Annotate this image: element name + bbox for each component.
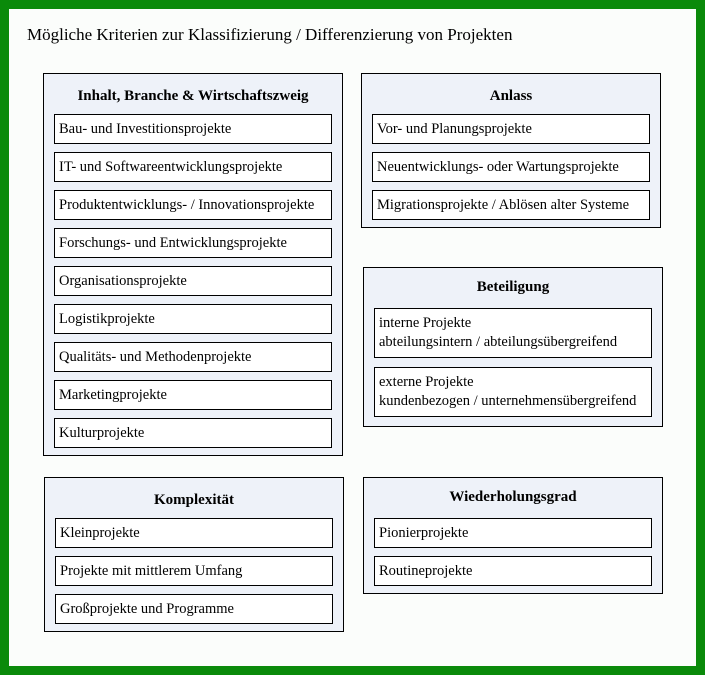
group-beteiligung <box>363 267 663 427</box>
criterion-item <box>54 304 332 334</box>
criterion-item <box>372 114 650 144</box>
criterion-item <box>374 308 652 358</box>
criterion-label: Marketingprojekte <box>59 386 167 403</box>
criterion-label: Kulturprojekte <box>59 424 145 441</box>
criterion-item <box>55 518 333 548</box>
criterion-label: Organisationsprojekte <box>59 272 187 289</box>
group-title: Beteiligung <box>476 279 550 295</box>
criterion-label: IT- und Softwareentwicklungsprojekte <box>59 158 283 175</box>
group-wiederholungsgrad <box>363 477 663 594</box>
criterion-label: Neuentwicklungs- oder Wartungsprojekte <box>377 158 619 175</box>
criterion-label: Bau- und Investitionsprojekte <box>59 120 232 137</box>
criterion-label: Großprojekte und Programme <box>60 600 234 617</box>
criterion-label: Produktentwicklungs- / Innovationsprojekte <box>59 196 315 213</box>
criterion-item <box>54 190 332 220</box>
criterion-label: Routineprojekte <box>379 562 473 579</box>
group-title: Wiederholungsgrad <box>449 489 577 505</box>
criterion-label: interne Projekte <box>379 315 472 331</box>
criterion-item <box>54 152 332 182</box>
criterion-label: Kleinprojekte <box>60 524 140 541</box>
criterion-label: abteilungsintern / abteilungsübergreifend <box>379 334 618 350</box>
criterion-item <box>54 380 332 410</box>
diagram-title: Mögliche Kriterien zur Klassifizierung / Differenzierung von Projekten <box>27 25 513 44</box>
criterion-item <box>372 190 650 220</box>
criterion-item <box>374 518 652 548</box>
criterion-label: Forschungs- und Entwicklungsprojekte <box>59 234 287 251</box>
criterion-item <box>374 556 652 586</box>
group-title: Anlass <box>489 88 533 104</box>
group-title: Komplexität <box>154 492 234 508</box>
criterion-label: kundenbezogen / unternehmensübergreifend <box>379 393 637 409</box>
criterion-item <box>54 266 332 296</box>
criterion-label: Migrationsprojekte / Ablösen alter Systeme <box>377 196 630 213</box>
criterion-item <box>54 228 332 258</box>
criterion-item <box>54 342 332 372</box>
criterion-label: externe Projekte <box>379 374 474 390</box>
criterion-item <box>54 418 332 448</box>
group-komplexitaet <box>44 477 344 632</box>
criterion-item <box>374 367 652 417</box>
criterion-item <box>54 114 332 144</box>
group-title: Inhalt, Branche & Wirtschaftszweig <box>77 88 309 104</box>
group-anlass <box>361 73 661 228</box>
criterion-label: Vor- und Planungsprojekte <box>377 120 532 137</box>
criterion-label: Projekte mit mittlerem Umfang <box>60 562 243 579</box>
criterion-label: Pionierprojekte <box>379 524 469 541</box>
criterion-item <box>372 152 650 182</box>
group-inhalt-branche-and-wirtschaftszweig <box>43 73 343 456</box>
criterion-label: Logistikprojekte <box>59 310 155 327</box>
criterion-item <box>55 556 333 586</box>
criterion-item <box>55 594 333 624</box>
criterion-label: Qualitäts- und Methodenprojekte <box>59 348 252 365</box>
